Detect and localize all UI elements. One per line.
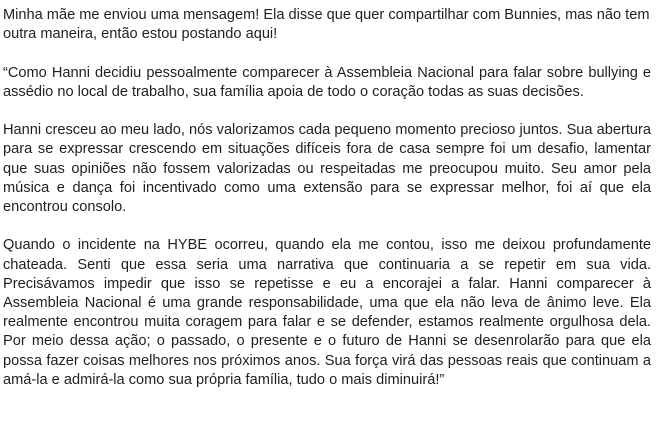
quote-paragraph-1: “Como Hanni decidiu pessoalmente comparecer à Assembleia Nacional para falar sobre bullying e assédio no local de trabalho, sua família apoia de todo o coração todas as suas decisões. — [3, 64, 651, 100]
quote-paragraph-3: Quando o incidente na HYBE ocorreu, quando ela me contou, isso me deixou profundamente chateada. Senti que essa seria uma narrativa que continuaria a se repetir em sua vida. Precisávamos impedir que isso se repetisse e eu a encorajei a falar. Hanni comparecer à Assembleia Nacional é uma grande responsabilidade, uma que ela não leva de ânimo leve. Ela realmente encontrou muita coragem para falar e se defender, estamos realmente orgulhosa dela. Por meio dessa ação; o passado, o presente e o futuro de Hanni se desenrolarão para que ela possa fazer coisas melhores nos próximos anos. Sua força virá das pessoas reais que continuam a amá-la e admirá-la como sua própria família, tudo o mais diminuirá!” — [3, 237, 651, 388]
document-body — [3, 6, 651, 390]
intro-paragraph: Minha mãe me enviou uma mensagem! Ela disse que quer compartilhar com Bunnies, mas não tem outra maneira, então estou postando aqui! — [3, 7, 650, 43]
quote-paragraph-2: Hanni cresceu ao meu lado, nós valorizamos cada pequeno momento precioso juntos. Sua abertura para se expressar crescendo em situações difíceis fora de casa sempre foi um desafio, lamentar que suas opiniões não fossem valorizadas ou respeitadas me preocupou muito. Seu amor pela música e dança foi incentivado como uma extensão para se expressar melhor, foi aí que ela encontrou consolo. — [3, 122, 651, 215]
